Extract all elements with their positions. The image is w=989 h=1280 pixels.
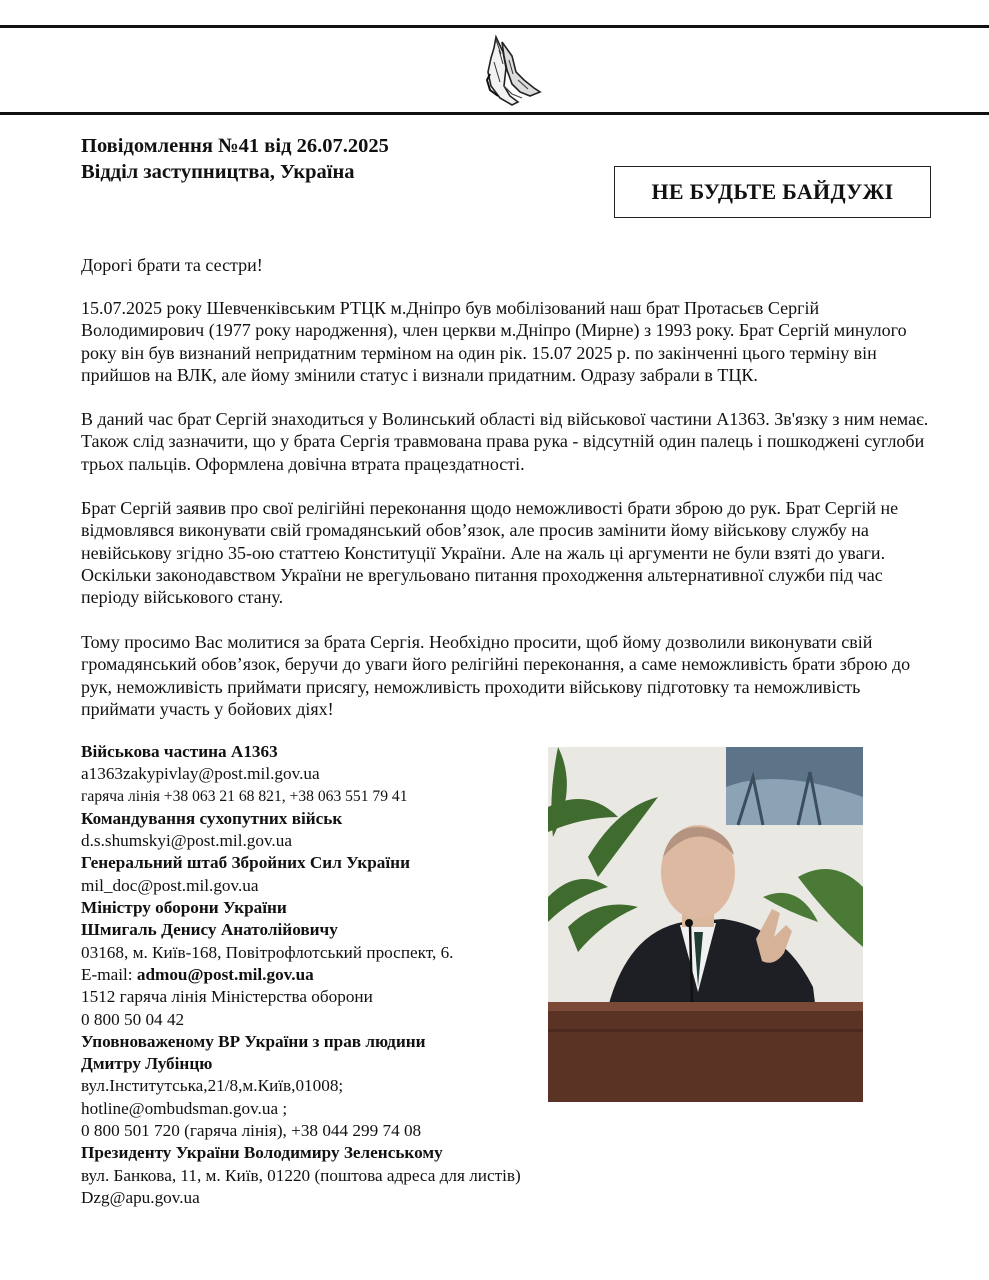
contact-president-address: вул. Банкова, 11, м. Київ, 01220 (поштова адреса для листів) <box>81 1165 521 1185</box>
contact-general-staff-email[interactable]: mil_doc@post.mil.gov.ua <box>81 875 259 895</box>
notice-title: Повідомлення №41 від 26.07.2025 <box>81 135 389 157</box>
email-label: E-mail: <box>81 964 137 984</box>
greeting-text: Дорогі брати та сестри! <box>81 255 263 275</box>
contact-ombudsman-name: Дмитру Лубінцю <box>81 1054 213 1074</box>
contact-ground-forces-name: Командування сухопутних військ <box>81 808 343 828</box>
contact-general-staff-name: Генеральний штаб Збройних Сил України <box>81 853 410 873</box>
paragraph-mobilization: 15.07.2025 року Шевченківським РТЦК м.Дніпро був мобілізований наш брат Протасьєв Сергій Володимирович (1977 року народження), член церкви м.Дніпро (Мирне) з 1993 року. Брат Сергій минулого року він був визнаний непридатним терміном на один рік. 15.07 2025 р. по закінченні цього терміну він прийшов на ВЛК, але йому змінили статус і визнали придатним. Одразу забрали в ТЦК. <box>81 298 907 385</box>
top-rule <box>0 25 989 28</box>
letter-paragraph <box>81 631 931 720</box>
contact-president-name: Президенту України Володимиру Зеленському <box>81 1143 443 1163</box>
letter-paragraph <box>81 408 931 475</box>
contact-ombudsman-email[interactable]: hotline@ombudsman.gov.ua ; <box>81 1098 288 1118</box>
paragraph-convictions: Брат Сергій заявив про свої релігійні переконання щодо неможливості брати зброю до рук. Брат Сергій не відмовлявся виконувати свій громадянський обов’язок, але просив замінити йому військову службу на невійськову згідно 35-ою статтею Конституції України. Але на жаль ці аргументи не були взяті до уваги. Оскільки законодавством України не врегульовано питання проходження альтернативної служби під час періоду військового стану. <box>81 498 899 608</box>
contacts-list <box>81 741 601 1209</box>
contact-president-email[interactable]: Dzg@apu.gov.ua <box>81 1187 200 1207</box>
contact-ministry-email-line <box>81 964 601 986</box>
contact-ombudsman-phones: 0 800 501 720 (гаряча лінія), +38 044 299 74 08 <box>81 1121 422 1141</box>
contact-ground-forces-email[interactable]: d.s.shumskyi@post.mil.gov.ua <box>81 831 292 851</box>
contact-ministry-name: Міністру оборони України <box>81 898 287 918</box>
photo-podium <box>548 1002 863 1102</box>
letter-paragraph <box>81 497 931 608</box>
contact-ombudsman-title: Уповноваженому ВР України з прав людини <box>81 1031 426 1051</box>
contact-ministry-email[interactable]: admou@post.mil.gov.ua <box>136 964 314 984</box>
letter-paragraph <box>81 297 931 386</box>
contact-unit-hotline: гаряча лінія +38 063 21 68 821, +38 063 551 79 41 <box>81 787 408 805</box>
contact-unit-name: Військова частина А1363 <box>81 742 278 761</box>
contact-ministry-address: 03168, м. Київ-168, Повітрофлотський проспект, 6. <box>81 942 454 962</box>
contact-ministry-phone: 0 800 50 04 42 <box>81 1009 185 1029</box>
slogan-text: НЕ БУДЬТЕ БАЙДУЖІ <box>651 179 894 204</box>
contact-ministry-hotline: 1512 гаряча лінія Міністерства оборони <box>81 987 373 1007</box>
header-rule <box>0 112 989 115</box>
contact-ombudsman-address: вул.Інститутська,21/8,м.Київ,01008; <box>81 1076 344 1096</box>
paragraph-location: В даний час брат Сергій знаходиться у Волинський області від військової частини А1363. Зв'язку з ним немає. Також слід зазначити, що у брата Сергія травмована права рука - відсутній один палець і пошкоджені суглоби трьох пальців. Оформлена довічна втрата працездатності. <box>81 409 929 474</box>
greeting <box>81 254 931 276</box>
contact-unit-email[interactable]: a1363zakypivlay@post.mil.gov.ua <box>81 764 320 784</box>
contact-minister-name: Шмигаль Денису Анатолійовичу <box>81 920 338 940</box>
slogan-box <box>614 166 931 218</box>
department-name: Відділ заступництва, Україна <box>81 161 355 183</box>
brother-photo <box>548 747 863 1102</box>
praying-hands-icon <box>482 34 544 106</box>
notice-header <box>81 133 389 185</box>
paragraph-prayer-request: Тому просимо Вас молитися за брата Сергія. Необхідно просити, щоб йому дозволили виконувати свій громадянський обов’язок, беручи до уваги його релігійні переконання, а саме неможливість брати зброю до рук, неможливість приймати присягу, неможливість проходити військову підготовку та неможливість приймати участь у бойових діях! <box>81 632 911 719</box>
